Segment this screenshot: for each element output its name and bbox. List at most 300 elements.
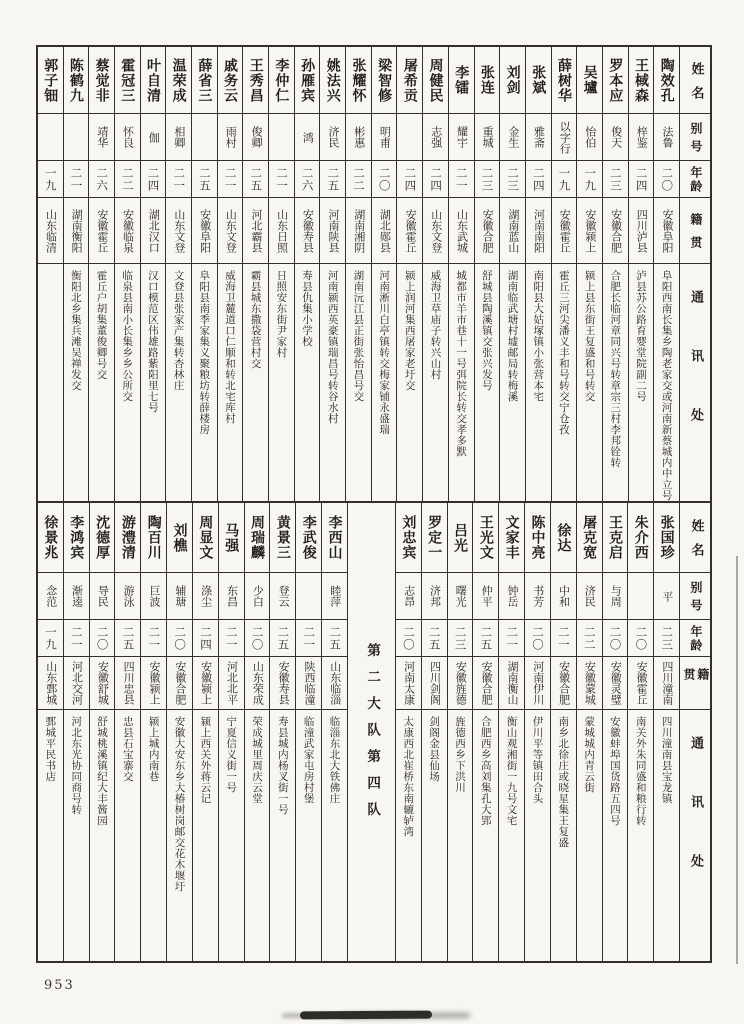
person-age: 二六 bbox=[89, 161, 114, 198]
person-alias: 登云 bbox=[270, 573, 295, 620]
person-alias: 济民 bbox=[577, 573, 602, 620]
person-native-place: 河南南阳 bbox=[526, 198, 551, 264]
person-address: 霍丘户胡集董俊卿号交 bbox=[95, 270, 108, 380]
person-alias: 渐逵 bbox=[64, 573, 89, 620]
roster-person-column bbox=[89, 503, 115, 961]
person-address: 舒城县陶溪镇交张兴发号 bbox=[480, 270, 493, 391]
person-native-place: 山东文登 bbox=[423, 198, 448, 264]
roster-person-column bbox=[576, 47, 602, 501]
person-address: 威海卫麓道口仁顺和转北宅库村 bbox=[223, 270, 236, 424]
roster-person-column bbox=[395, 503, 421, 961]
person-native-place: 山东鄄城 bbox=[38, 657, 63, 710]
person-age: 二三 bbox=[448, 620, 473, 657]
person-address: 河北东光协同商号转 bbox=[70, 716, 83, 815]
person-age: 二〇 bbox=[245, 620, 270, 657]
person-alias: 彬惠 bbox=[346, 114, 371, 161]
roster-person-column bbox=[602, 503, 628, 961]
roster-person-column bbox=[422, 47, 448, 501]
person-name: 姚法兴 bbox=[320, 47, 345, 114]
scan-artifact-edge-line bbox=[736, 556, 738, 964]
person-native-place: 山东临清 bbox=[38, 198, 63, 264]
person-native-place: 湖北郧县 bbox=[372, 198, 397, 264]
person-alias bbox=[192, 114, 217, 161]
person-alias: 志昂 bbox=[396, 573, 421, 620]
person-age: 二五 bbox=[270, 620, 295, 657]
person-alias: 鸿 bbox=[295, 114, 320, 161]
person-native-place: 安徽合肥 bbox=[475, 198, 500, 264]
person-native-place: 河南太康 bbox=[396, 657, 421, 710]
person-alias: 少白 bbox=[245, 573, 270, 620]
person-alias bbox=[296, 573, 321, 620]
person-name: 李镭 bbox=[449, 47, 474, 114]
person-age: 二一 bbox=[218, 161, 243, 198]
person-age: 二五 bbox=[322, 620, 347, 657]
person-age: 二四 bbox=[193, 620, 218, 657]
person-age: 二五 bbox=[115, 620, 140, 657]
roster-person-column bbox=[218, 503, 244, 961]
person-age: 二一 bbox=[269, 161, 294, 198]
person-alias: 巨波 bbox=[141, 573, 166, 620]
person-address: 泸县苏公路育婴堂院副二号 bbox=[634, 270, 647, 402]
roster-person-column bbox=[498, 503, 524, 961]
roster-person-column bbox=[627, 503, 653, 961]
person-address: 南关外朱同盛和粮行转 bbox=[634, 716, 647, 826]
person-alias bbox=[397, 114, 422, 161]
person-native-place: 河北交河 bbox=[64, 657, 89, 710]
person-native-place: 湖南衡山 bbox=[499, 657, 524, 710]
person-address: 南阳县大姑塚镇小张营本宅 bbox=[532, 270, 545, 402]
person-native-place: 河北北平 bbox=[219, 657, 244, 710]
header-name-label: 姓名 bbox=[680, 503, 710, 573]
person-native-place: 四川潼南 bbox=[654, 657, 679, 710]
person-alias: 怡伯 bbox=[577, 114, 602, 161]
person-age: 二四 bbox=[526, 161, 551, 198]
person-address: 威海卫草庙子转兴山村 bbox=[429, 270, 442, 380]
person-address: 安徽蚌埠国货路五四号 bbox=[608, 716, 621, 826]
roster-person-column bbox=[525, 47, 551, 501]
person-age: 二三 bbox=[603, 161, 628, 198]
person-address: 日照安东街尹家村 bbox=[275, 270, 288, 358]
person-name: 游澧清 bbox=[115, 503, 140, 573]
person-native-place: 山东文登 bbox=[166, 198, 191, 264]
person-native-place: 安徽颍上 bbox=[141, 657, 166, 710]
header-address-label: 通讯处 bbox=[688, 290, 703, 467]
person-alias: 书芳 bbox=[525, 573, 550, 620]
person-address: 河南颍西英豪镇瑞昌号转谷水村 bbox=[326, 270, 339, 424]
person-age: 一九 bbox=[577, 161, 602, 198]
roster-person-column bbox=[140, 503, 166, 961]
person-alias: 平 bbox=[654, 573, 679, 620]
roster-person-column bbox=[653, 47, 679, 501]
person-alias: 俊天 bbox=[603, 114, 628, 161]
person-alias: 导民 bbox=[90, 573, 115, 620]
person-name: 吕光 bbox=[448, 503, 473, 573]
person-name: 王光文 bbox=[473, 503, 498, 573]
person-alias: 仲平 bbox=[473, 573, 498, 620]
person-address: 寿县城内杨叉街一号 bbox=[276, 716, 289, 815]
person-alias: 法鲁 bbox=[654, 114, 679, 161]
person-address: 蒙城城内青云街 bbox=[583, 716, 596, 793]
person-age: 二一 bbox=[449, 161, 474, 198]
person-address: 颍上润河集西屠家老圩交 bbox=[403, 270, 416, 391]
roster-person-column bbox=[38, 47, 63, 501]
person-name: 马强 bbox=[219, 503, 244, 573]
person-address: 临泉县南小长集乡乡公所交 bbox=[121, 270, 134, 402]
person-native-place: 湖南衡阳 bbox=[64, 198, 89, 264]
person-native-place: 安徽颍上 bbox=[193, 657, 218, 710]
person-native-place: 四川泸县 bbox=[629, 198, 654, 264]
person-native-place: 四川忠县 bbox=[115, 657, 140, 710]
roster-person-column bbox=[269, 503, 295, 961]
person-alias bbox=[269, 114, 294, 161]
person-age: 二四 bbox=[423, 161, 448, 198]
roster-person-column bbox=[192, 503, 218, 961]
person-name: 霍冠三 bbox=[115, 47, 140, 114]
roster-person-column bbox=[294, 47, 320, 501]
person-name: 李仲仁 bbox=[269, 47, 294, 114]
roster-person-column bbox=[242, 47, 268, 501]
person-name: 周瑞麟 bbox=[245, 503, 270, 573]
header-alias-label: 别号 bbox=[680, 114, 710, 161]
person-native-place: 安徽临泉 bbox=[115, 198, 140, 264]
person-alias: 梓鉴 bbox=[629, 114, 654, 161]
person-alias: 明甫 bbox=[372, 114, 397, 161]
roster-person-column bbox=[63, 503, 89, 961]
roster-person-column bbox=[447, 503, 473, 961]
person-name: 刘忠宾 bbox=[396, 503, 421, 573]
person-address: 湖南临武塘村墟邮局转梅溪 bbox=[506, 270, 519, 402]
roster-table-top bbox=[38, 47, 710, 503]
person-name: 叶自清 bbox=[141, 47, 166, 114]
person-address: 颍上县东街王复盛和号转交 bbox=[583, 270, 596, 402]
person-address: 临潼武家屯房村堡 bbox=[302, 716, 315, 804]
person-native-place: 安徽霍丘 bbox=[552, 198, 577, 264]
person-address: 合肥西乡高刘集孔大郢 bbox=[479, 716, 492, 826]
person-alias: 金生 bbox=[500, 114, 525, 161]
person-alias: 怀良 bbox=[115, 114, 140, 161]
person-name: 郭子钿 bbox=[38, 47, 63, 114]
person-address: 南乡北徐庄或晓星集王复盛 bbox=[557, 716, 570, 848]
header-column-top bbox=[679, 47, 710, 501]
roster-person-column bbox=[421, 503, 447, 961]
person-native-place: 安徽灵璧 bbox=[603, 657, 628, 710]
person-name: 蔡觉非 bbox=[89, 47, 114, 114]
roster-person-column bbox=[295, 503, 321, 961]
person-name: 张连 bbox=[475, 47, 500, 114]
roster-person-column bbox=[524, 503, 550, 961]
squad-divider-column bbox=[347, 503, 395, 961]
roster-person-column bbox=[474, 47, 500, 501]
person-address: 颍上城内南巷 bbox=[147, 716, 160, 782]
person-name: 周健民 bbox=[423, 47, 448, 114]
person-alias: 伽 bbox=[141, 114, 166, 161]
person-age: 二三 bbox=[654, 620, 679, 657]
person-age: 二一 bbox=[141, 620, 166, 657]
person-native-place: 安徽旌德 bbox=[448, 657, 473, 710]
person-address: 霍丘三河尖潘义丰和号转交宁仓孜 bbox=[557, 270, 570, 435]
person-age: 二一 bbox=[64, 161, 89, 198]
person-alias: 游泳 bbox=[115, 573, 140, 620]
roster-person-column bbox=[551, 47, 577, 501]
person-address: 汉口模范区伟雄路紫阳里七号 bbox=[146, 270, 159, 413]
person-age: 二六 bbox=[295, 161, 320, 198]
person-age: 二四 bbox=[141, 161, 166, 198]
person-native-place: 四川剑阁 bbox=[422, 657, 447, 710]
person-name: 孙雁宾 bbox=[295, 47, 320, 114]
person-address: 衡山观湘街一九号文宅 bbox=[505, 716, 518, 826]
person-name: 屠希贡 bbox=[397, 47, 422, 114]
person-address: 舒城桃溪镇纪大丰酱园 bbox=[96, 716, 109, 826]
person-address: 霸县城东撒袋营村交 bbox=[249, 270, 262, 369]
person-name: 戚务云 bbox=[218, 47, 243, 114]
roster-person-column bbox=[88, 47, 114, 501]
roster-person-column bbox=[268, 47, 294, 501]
person-native-place: 山东武城 bbox=[449, 198, 474, 264]
person-alias: 重城 bbox=[475, 114, 500, 161]
person-age: 二〇 bbox=[525, 620, 550, 657]
person-name: 屠克宽 bbox=[577, 503, 602, 573]
page-number: 953 bbox=[44, 978, 75, 993]
person-name: 徐景兆 bbox=[38, 503, 63, 573]
person-native-place: 湖北汉口 bbox=[141, 198, 166, 264]
person-name: 薛树华 bbox=[552, 47, 577, 114]
person-address: 荣成城里周庆云堂 bbox=[250, 716, 263, 804]
person-name: 王克启 bbox=[603, 503, 628, 573]
person-address: 寿县仇集小学校 bbox=[301, 270, 314, 347]
person-name: 文家丰 bbox=[499, 503, 524, 573]
roster-person-column bbox=[321, 503, 347, 961]
person-name: 刘樵 bbox=[167, 503, 192, 573]
person-name: 陶百川 bbox=[141, 503, 166, 573]
roster-person-column bbox=[114, 47, 140, 501]
person-name: 罗定一 bbox=[422, 503, 447, 573]
person-address: 四川潼南县宝龙镇 bbox=[660, 716, 673, 804]
person-age: 二一 bbox=[219, 620, 244, 657]
person-name: 徐达 bbox=[551, 503, 576, 573]
person-native-place: 陕西临潼 bbox=[296, 657, 321, 710]
person-address: 太康西北崔桥东南辘轳湾 bbox=[402, 716, 415, 837]
person-address: 阜阳县南季家集义聚粮坊转薛楼房 bbox=[198, 270, 211, 435]
person-age: 二〇 bbox=[628, 620, 653, 657]
header-native-label: 籍贯 bbox=[680, 657, 710, 710]
header-column-bottom bbox=[679, 503, 710, 961]
roster-person-column bbox=[550, 503, 576, 961]
header-native-label: 籍贯 bbox=[680, 198, 710, 264]
person-alias: 俊卿 bbox=[243, 114, 268, 161]
roster-person-column bbox=[448, 47, 474, 501]
person-alias bbox=[628, 573, 653, 620]
person-native-place: 山东文登 bbox=[218, 198, 243, 264]
person-age: 二〇 bbox=[372, 161, 397, 198]
person-native-place: 安徽寿县 bbox=[270, 657, 295, 710]
person-age: 二三 bbox=[475, 161, 500, 198]
person-native-place: 安徽合肥 bbox=[603, 198, 628, 264]
person-name: 陈鹤九 bbox=[64, 47, 89, 114]
person-native-place: 安徽阜阳 bbox=[192, 198, 217, 264]
person-alias: 雨村 bbox=[218, 114, 243, 161]
person-address: 剑阁金县仙场 bbox=[428, 716, 441, 782]
person-native-place: 河北霸县 bbox=[243, 198, 268, 264]
header-address-label: 通讯处 bbox=[688, 736, 703, 913]
person-address: 鄄城平民书店 bbox=[44, 716, 57, 782]
person-address: 衡阳北乡集兵滩吴禅发交 bbox=[69, 270, 82, 391]
person-name: 周显文 bbox=[193, 503, 218, 573]
person-address: 安徽大安东乡大椿树岗邮交花木堰圩 bbox=[173, 716, 186, 892]
person-name: 罗本应 bbox=[603, 47, 628, 114]
person-age: 二一 bbox=[499, 620, 524, 657]
person-native-place: 安徽合肥 bbox=[167, 657, 192, 710]
roster-person-column bbox=[244, 503, 270, 961]
person-age: 二〇 bbox=[654, 161, 679, 198]
roster-person-column bbox=[191, 47, 217, 501]
roster-person-column bbox=[166, 503, 192, 961]
person-name: 张斌 bbox=[526, 47, 551, 114]
person-native-place: 安徽蒙城 bbox=[577, 657, 602, 710]
roster-person-column bbox=[472, 503, 498, 961]
person-native-place: 河南伊川 bbox=[525, 657, 550, 710]
roster-table-bottom bbox=[38, 503, 710, 961]
person-age: 二一 bbox=[64, 620, 89, 657]
roster-person-column bbox=[140, 47, 166, 501]
person-alias: 靖华 bbox=[89, 114, 114, 161]
person-age: 一九 bbox=[38, 620, 63, 657]
person-age: 二五 bbox=[243, 161, 268, 198]
person-alias: 辅瑭 bbox=[167, 573, 192, 620]
person-address: 颍上西关外蒋云记 bbox=[199, 716, 212, 804]
roster-person-column bbox=[319, 47, 345, 501]
person-native-place: 湖南蓝山 bbox=[500, 198, 525, 264]
person-address: 城都市羊市巷十一号弭院长转交孝多默 bbox=[455, 270, 468, 457]
person-alias bbox=[38, 114, 63, 161]
person-age: 一九 bbox=[38, 161, 63, 198]
person-age: 二〇 bbox=[603, 620, 628, 657]
person-alias: 念范 bbox=[38, 573, 63, 620]
person-alias: 与周 bbox=[603, 573, 628, 620]
scan-artifact-smudge bbox=[300, 1011, 432, 1020]
person-name: 李西山 bbox=[322, 503, 347, 573]
person-address: 合肥长临河章同兴号转章宗三村李邦铨转 bbox=[609, 270, 622, 468]
person-age: 二〇 bbox=[396, 620, 421, 657]
roster-person-column bbox=[371, 47, 397, 501]
roster-person-column bbox=[217, 47, 243, 501]
person-alias: 钟岳 bbox=[499, 573, 524, 620]
person-age: 二二 bbox=[115, 161, 140, 198]
person-age: 二五 bbox=[422, 620, 447, 657]
header-alias-label: 别号 bbox=[680, 573, 710, 620]
roster-person-column bbox=[114, 503, 140, 961]
person-name: 李鸿宾 bbox=[64, 503, 89, 573]
roster-person-column bbox=[396, 47, 422, 501]
person-native-place: 山东日照 bbox=[269, 198, 294, 264]
person-native-place: 河南陕县 bbox=[320, 198, 345, 264]
person-native-place: 安徽阜阳 bbox=[654, 198, 679, 264]
roster-person-column bbox=[38, 503, 63, 961]
person-native-place: 安徽合肥 bbox=[473, 657, 498, 710]
person-name: 薛省三 bbox=[192, 47, 217, 114]
header-age-label: 年龄 bbox=[680, 620, 710, 657]
person-alias: 耀宇 bbox=[449, 114, 474, 161]
person-age: 二二 bbox=[346, 161, 371, 198]
person-alias: 雅斋 bbox=[526, 114, 551, 161]
person-native-place: 安徽寿县 bbox=[295, 198, 320, 264]
person-name: 刘剑 bbox=[500, 47, 525, 114]
person-name: 梁智修 bbox=[372, 47, 397, 114]
person-name: 王秀昌 bbox=[243, 47, 268, 114]
person-alias: 志强 bbox=[423, 114, 448, 161]
person-age: 二五 bbox=[192, 161, 217, 198]
person-name: 李武俊 bbox=[296, 503, 321, 573]
person-address: 忠县石宝寨交 bbox=[121, 716, 134, 782]
person-alias bbox=[64, 114, 89, 161]
person-name: 温荣成 bbox=[166, 47, 191, 114]
person-alias: 涤尘 bbox=[193, 573, 218, 620]
person-age: 二一 bbox=[166, 161, 191, 198]
person-address: 旌德西乡下洪川 bbox=[453, 716, 466, 793]
person-name: 张耀怀 bbox=[346, 47, 371, 114]
person-native-place: 湖南湘阴 bbox=[346, 198, 371, 264]
person-alias: 曙光 bbox=[448, 573, 473, 620]
person-age: 二五 bbox=[320, 161, 345, 198]
person-age: 一九 bbox=[552, 161, 577, 198]
roster-person-column bbox=[165, 47, 191, 501]
person-age: 二四 bbox=[397, 161, 422, 198]
person-address: 河南淅川白亭镇转交梅家铺永盛瑞 bbox=[378, 270, 391, 435]
person-alias: 以字行 bbox=[552, 114, 577, 161]
person-alias: 睦萍 bbox=[322, 573, 347, 620]
person-alias: 中和 bbox=[551, 573, 576, 620]
person-address: 伊川平等镇田合头 bbox=[531, 716, 544, 804]
person-native-place: 山东荣成 bbox=[245, 657, 270, 710]
roster-person-column bbox=[63, 47, 89, 501]
person-native-place: 安徽颍上 bbox=[577, 198, 602, 264]
person-age: 二四 bbox=[629, 161, 654, 198]
person-name: 张国珍 bbox=[654, 503, 679, 573]
person-name: 朱介西 bbox=[628, 503, 653, 573]
person-address bbox=[38, 264, 63, 501]
person-address: 文登县张家产集转杏林庄 bbox=[172, 270, 185, 391]
person-alias: 相卿 bbox=[166, 114, 191, 161]
person-name: 吴壚 bbox=[577, 47, 602, 114]
person-native-place: 安徽合肥 bbox=[551, 657, 576, 710]
person-name: 陈中亮 bbox=[525, 503, 550, 573]
person-name: 陶效孔 bbox=[654, 47, 679, 114]
roster-person-column bbox=[628, 47, 654, 501]
person-age: 二一 bbox=[551, 620, 576, 657]
person-address: 阜阳西南长集乡陶老家交或河南新蔡城内中立号 bbox=[660, 270, 673, 501]
person-native-place: 安徽霍丘 bbox=[89, 198, 114, 264]
roster-person-column bbox=[499, 47, 525, 501]
squad-divider-label: 第二大队第四队 bbox=[364, 643, 381, 829]
person-name: 黄景三 bbox=[270, 503, 295, 573]
roster-person-column bbox=[602, 47, 628, 501]
roster-person-column bbox=[345, 47, 371, 501]
header-name-label: 姓名 bbox=[680, 47, 710, 114]
person-age: 二二 bbox=[577, 620, 602, 657]
header-age-label: 年龄 bbox=[680, 161, 710, 198]
roster-person-column bbox=[653, 503, 679, 961]
person-name: 王棫森 bbox=[629, 47, 654, 114]
person-age: 二一 bbox=[296, 620, 321, 657]
person-address: 湖南沅江县正街张怡昌号交 bbox=[352, 270, 365, 402]
person-address: 临淄东北大铁佛庄 bbox=[328, 716, 341, 804]
person-age: 二〇 bbox=[167, 620, 192, 657]
person-alias: 济邦 bbox=[422, 573, 447, 620]
person-address: 宁夏信义街一号 bbox=[225, 716, 238, 793]
person-age: 二五 bbox=[473, 620, 498, 657]
person-age: 二〇 bbox=[90, 620, 115, 657]
person-native-place: 安徽霍丘 bbox=[397, 198, 422, 264]
person-name: 沈德厚 bbox=[90, 503, 115, 573]
